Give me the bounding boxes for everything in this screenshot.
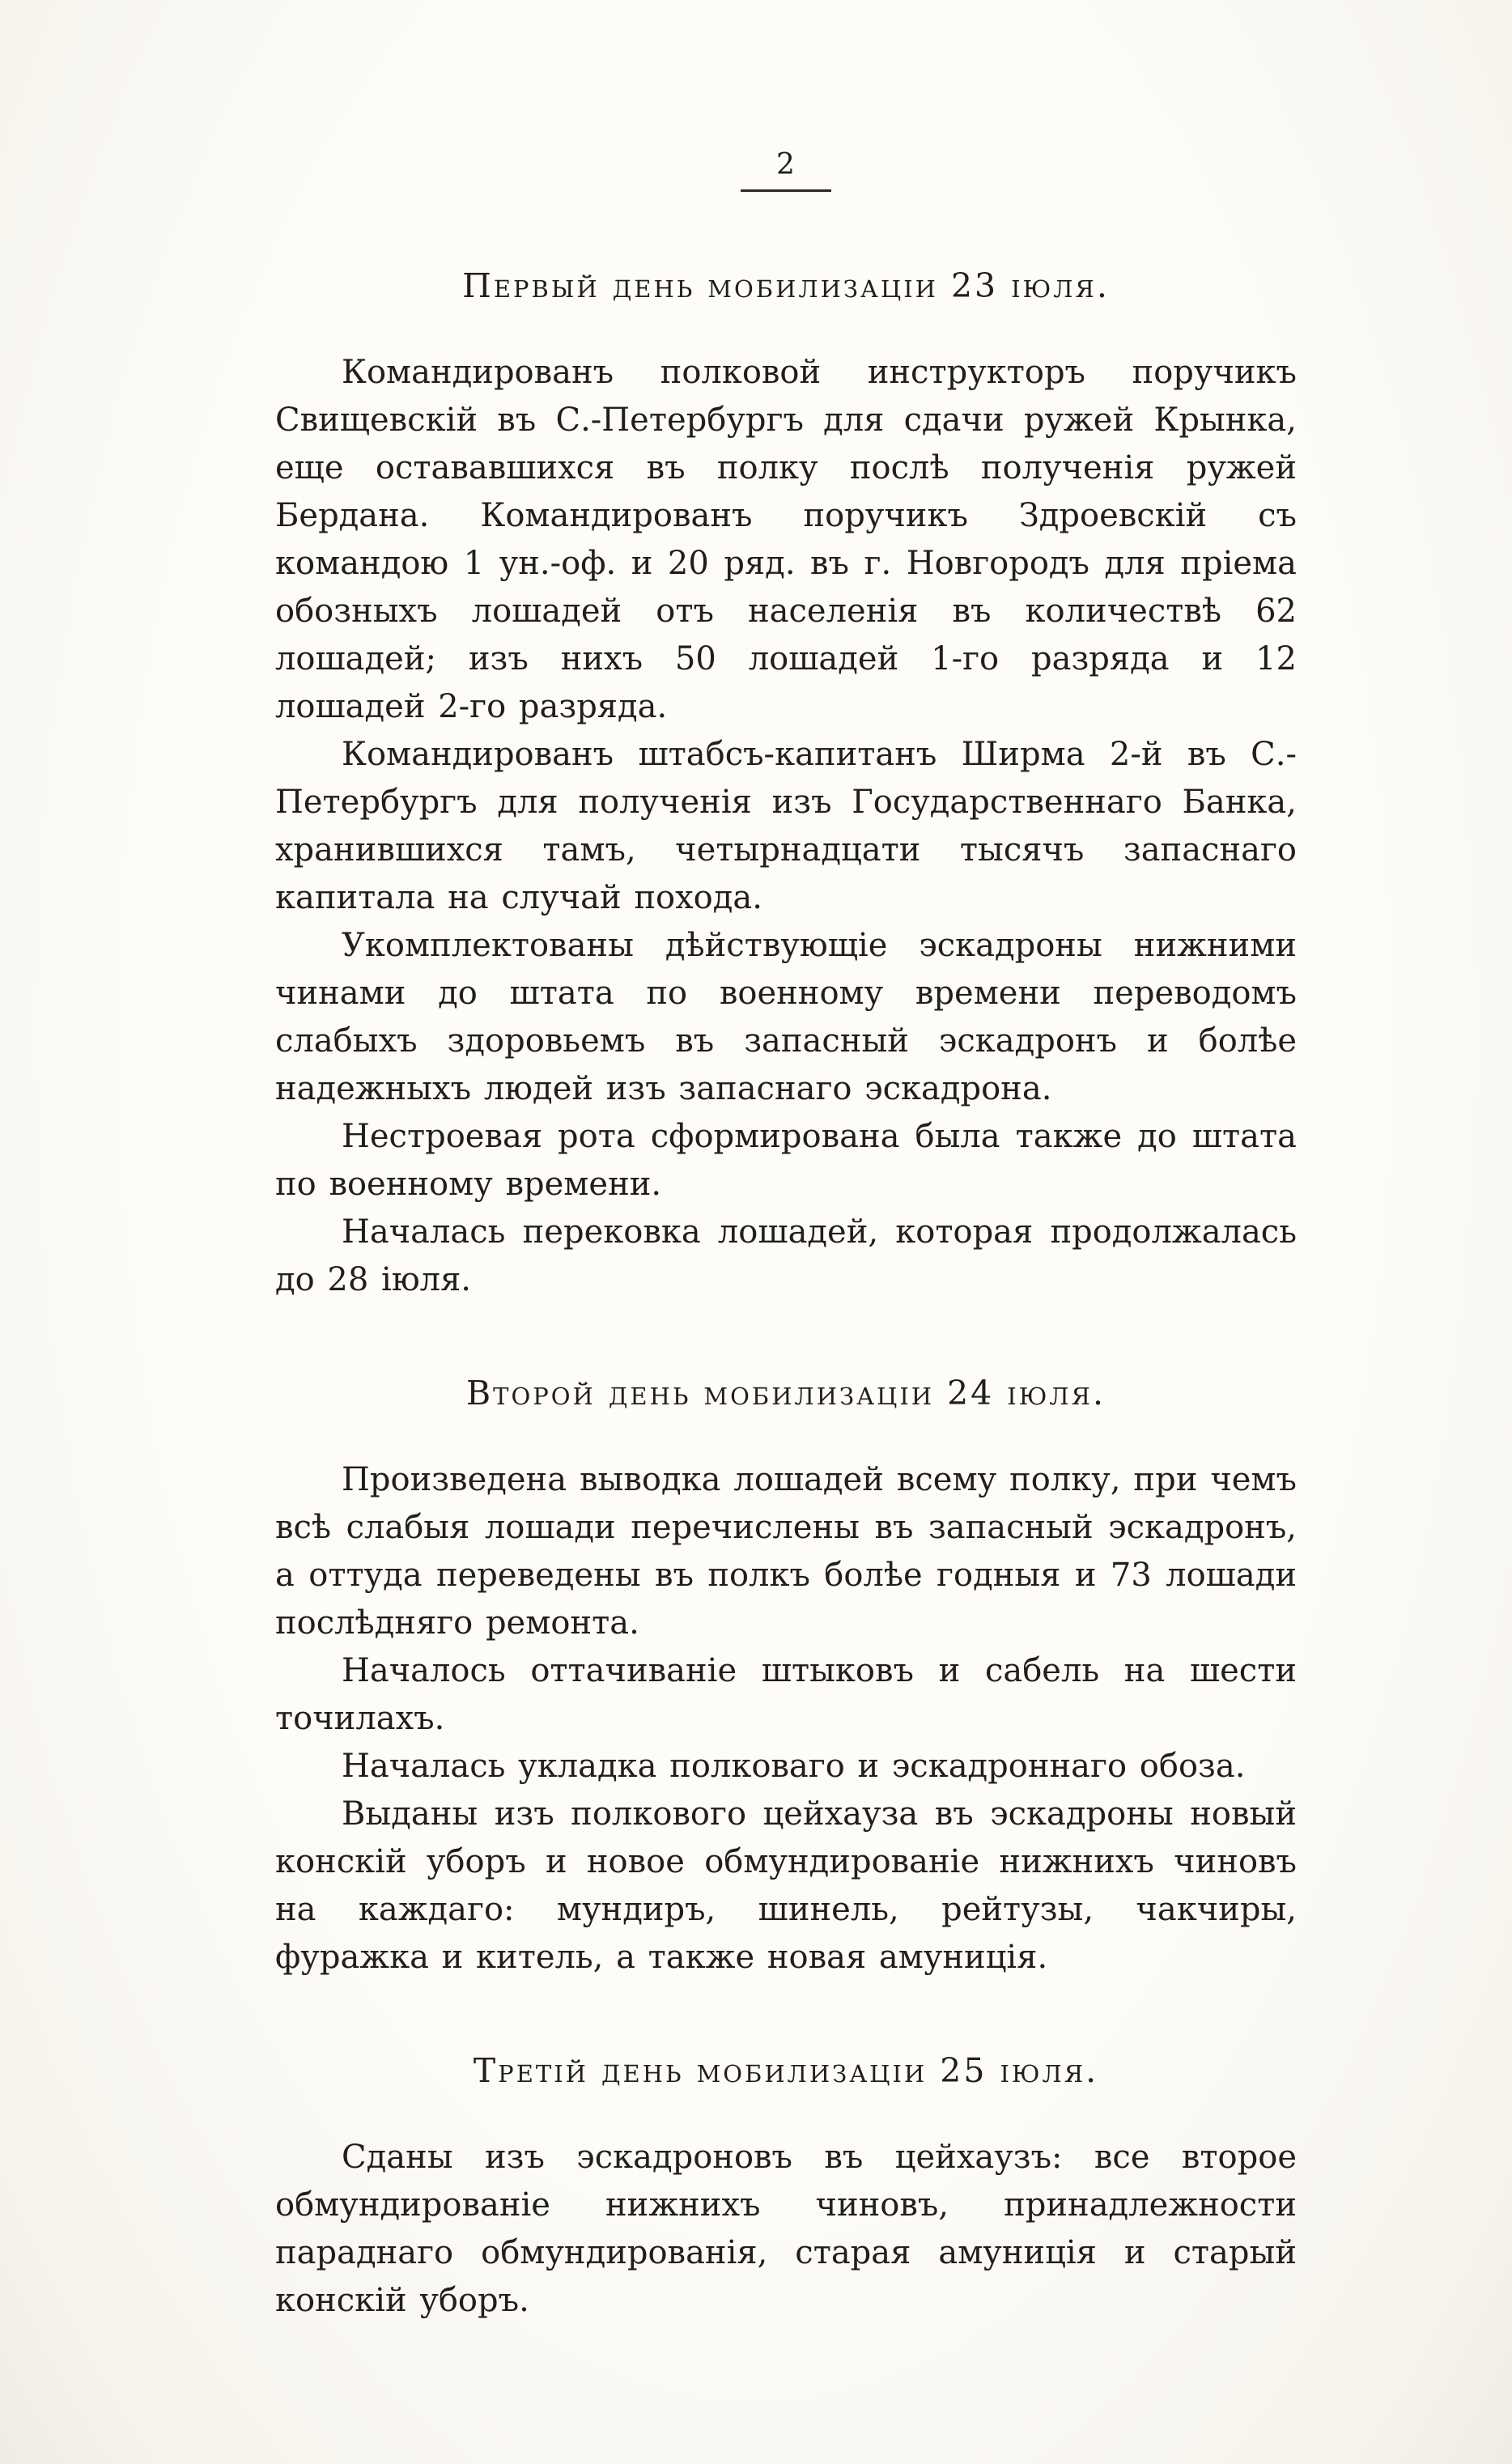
paragraph: Командированъ штабсъ-капитанъ Ширма 2-й въ С.-Петербургъ для полученія изъ Государственнаго Банка, хранившихся тамъ, четырнадцати тысячъ запаснаго капитала на случай похода. — [275, 736, 1297, 916]
paragraph: Сданы изъ эскадроновъ въ цейхаузъ: все второе обмундированіе нижнихъ чиновъ, принадлежности параднаго обмундированія, старая амуниція и старый конскій уборъ. — [275, 2139, 1297, 2319]
section-mobilization-day-2 — [275, 1374, 1297, 1982]
paragraph: Выданы изъ полкового цейхауза въ эскадроны новый конскій уборъ и новое обмундированіе нижнихъ чиновъ на каждаго: мундиръ, шинель, рейтузы, чакчиры, фуражка и китель, а также новая амуниція. — [275, 1795, 1297, 1976]
paragraph: Началась перековка лошадей, которая продолжалась до 28 іюля. — [275, 1213, 1297, 1298]
paragraph: Началось оттачиваніе штыковъ и сабель на шести точилахъ. — [275, 1652, 1297, 1737]
paragraph: Командированъ полковой инструкторъ поручикъ Свищевскій въ С.-Петербургъ для сдачи ружей Крынка, еще остававшихся въ полку послѣ полученія ружей Бердана. Командированъ поручикъ Здроевскій съ командою 1 ун.-оф. и 20 ряд. въ г. Новгородъ для пріема обозныхъ лошадей отъ населенія въ количествѣ 62 лошадей; изъ нихъ 50 лошадей 1-го разряда и 12 лошадей 2-го разряда. — [275, 354, 1297, 725]
page-header — [275, 149, 1297, 192]
page-content — [275, 149, 1297, 2325]
paragraph: Нестроевая рота сформирована была также до штата по военному времени. — [275, 1118, 1297, 1203]
paragraph: Произведена выводка лошадей всему полку, при чемъ всѣ слабыя лошади перечислены въ запасный эскадронъ, а оттуда переведены въ полкъ болѣе годныя и 73 лошади послѣдняго ремонта. — [275, 1461, 1297, 1642]
section-mobilization-day-1 — [275, 266, 1297, 1304]
section-heading-day-1: Первый день мобилизаціи 23 іюля. — [462, 266, 1110, 305]
page-number: 2 — [741, 149, 831, 192]
section-mobilization-day-3 — [275, 2051, 1297, 2325]
paragraph: Началась укладка полковаго и эскадроннаго обоза. — [342, 1748, 1246, 1785]
paragraph: Укомплектованы дѣйствующіе эскадроны нижними чинами до штата по военному времени переводомъ слабыхъ здоровьемъ въ запасный эскадронъ и болѣе надежныхъ людей изъ запаснаго эскадрона. — [275, 927, 1297, 1107]
section-heading-day-3: Третій день мобилизаціи 25 іюля. — [473, 2051, 1099, 2090]
section-heading-day-2: Второй день мобилизаціи 24 іюля. — [465, 1374, 1106, 1413]
